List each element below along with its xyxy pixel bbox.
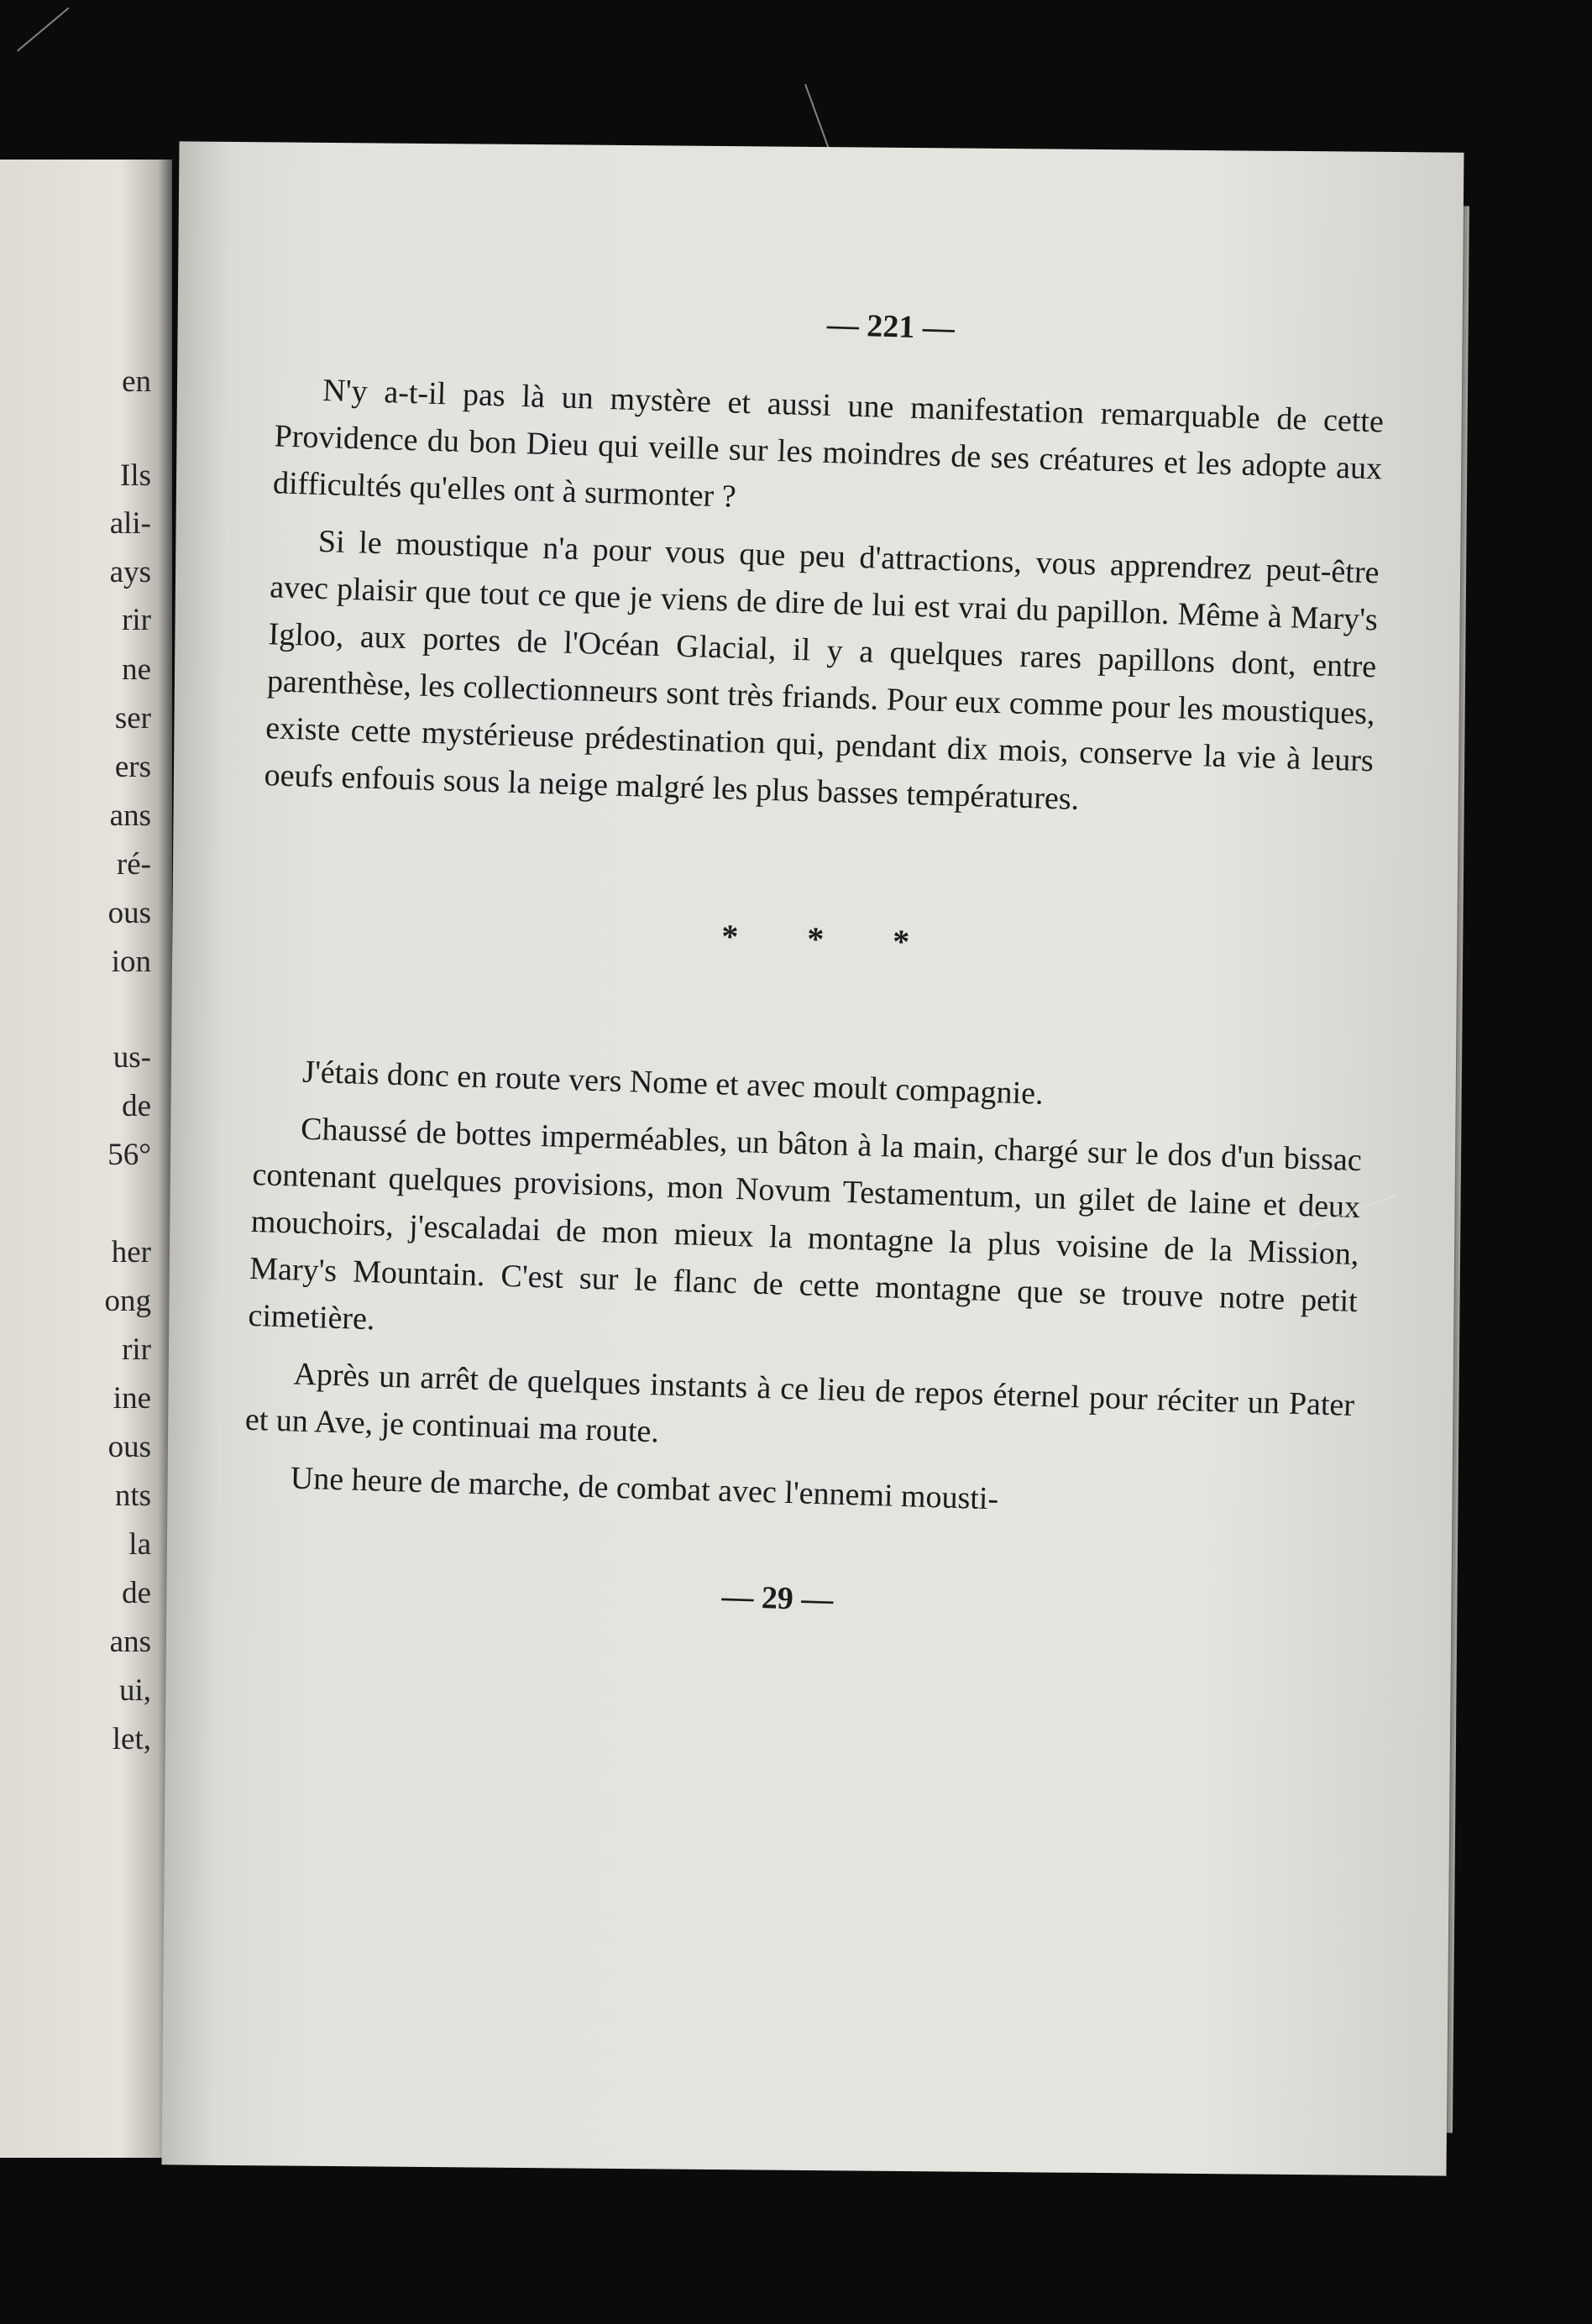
- left-fragment: de: [122, 1089, 151, 1123]
- paragraph: Chaussé de bottes imperméables, un bâton à la main, chargé sur le dos d'un bissac contenant quelques provisions, mon Novum Testamentum, un gilet de laine et deux mouchoirs, j'escaladai de mon mieux la montagne la plus voisine de la Mission, Mary's Mountain. C'est sur le flanc de cette montagne que se trouve notre petit cimetière.: [248, 1111, 1363, 1337]
- left-fragment: 56°: [107, 1138, 151, 1172]
- left-fragment: let,: [112, 1722, 151, 1756]
- left-fragment: ré-: [116, 847, 151, 882]
- left-fragment: ion: [111, 945, 151, 979]
- page-text: [239, 285, 1386, 1638]
- left-fragment: ous: [107, 1430, 151, 1464]
- paragraph: Une heure de marche, de combat avec l'ennemi mousti-: [290, 1460, 999, 1517]
- left-fragment: en: [122, 364, 151, 399]
- left-fragment: Ils: [120, 458, 151, 493]
- left-fragment: de: [122, 1576, 151, 1610]
- left-fragment: rir: [122, 1332, 151, 1367]
- left-fragment: ine: [113, 1381, 151, 1416]
- left-fragment: ali-: [109, 506, 151, 541]
- left-fragment: ans: [109, 1625, 151, 1659]
- left-fragment: la: [128, 1527, 151, 1562]
- left-fragment: ne: [122, 652, 151, 687]
- paragraph: J'étais donc en route vers Nome et avec moult compagnie.: [301, 1054, 1045, 1112]
- left-fragment: ers: [114, 750, 151, 784]
- left-fragment: nts: [114, 1479, 151, 1513]
- left-fragment: her: [111, 1235, 151, 1269]
- left-fragment: ui,: [118, 1673, 151, 1708]
- film-scratch: [17, 8, 70, 52]
- left-fragment: us-: [113, 1040, 151, 1075]
- section-break-asterism: * * *: [720, 917, 940, 962]
- page-number-top: — 221 —: [826, 306, 956, 347]
- left-fragment: ser: [114, 701, 151, 735]
- left-fragment: ong: [104, 1284, 151, 1318]
- page-number-bottom: — 29 —: [720, 1578, 835, 1618]
- left-fragment: ays: [109, 555, 151, 589]
- left-page: [0, 160, 172, 2158]
- paragraph: N'y a-t-il pas là un mystère et aussi une manifestation remarquable de cette Providence du bon Dieu qui veille sur les moindres de ses créatures et les adopte aux difficultés qu'elles ont à surmonter ?: [272, 373, 1385, 515]
- paragraph: Après un arrêt de quelques instants à ce lieu de repos éternel pour réciter un Pater et un Ave, je continuai ma route.: [244, 1356, 1355, 1450]
- left-page-text: [0, 160, 160, 2158]
- left-fragment: rir: [122, 603, 151, 637]
- left-fragment: ans: [109, 798, 151, 833]
- left-fragment: ous: [107, 896, 151, 930]
- right-page: [162, 141, 1464, 2175]
- paragraph: Si le moustique n'a pour vous que peu d'attractions, vous apprendrez peut-être avec plaisir que tout ce que je viens de dire de lui est vrai du papillon. Même à Mary's Igloo, aux portes de l'Océan Glacial, il y a quelques rares papillons dont, entre parenthèse, les collectionneurs sont très friands. Pour eux comme pour les moustiques, existe cette mystérieuse prédestination qui, pendant dix mois, conserve la vie à leurs oeufs enfouis sous la neige malgré les plus basses températures.: [264, 523, 1380, 817]
